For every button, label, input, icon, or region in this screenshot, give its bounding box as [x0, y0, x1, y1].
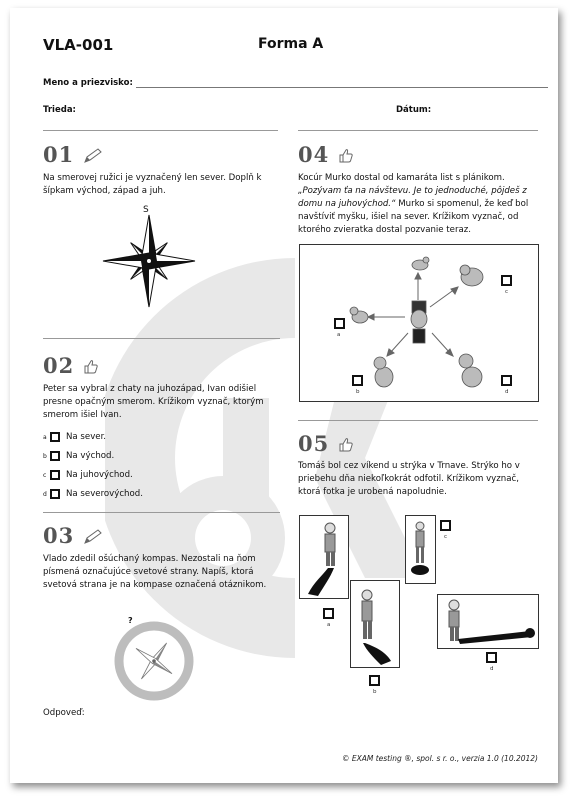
option-letter: c — [505, 289, 509, 295]
question-03-text: Vlado zdedil ošúchaný kompas. Nezostali na ňom písmená označujúce svetové strany. Napíš, ktorá svetová strana je na kompase označená otáznikom. — [43, 554, 267, 590]
question-04-line1: Kocúr Murko dostal od kamaráta list s plánikom. — [298, 173, 505, 183]
compass-rose-icon — [102, 213, 196, 309]
pencil-icon — [83, 529, 103, 549]
document-code: VLA-001 — [43, 36, 114, 54]
date-label: Dátum: — [396, 105, 432, 115]
question-03-heading — [43, 523, 103, 549]
question-02-options — [43, 430, 143, 501]
question-05-text: Tomáš bol cez víkend u strýka v Trnave. Strýko ho v priebehu dňa niekoľkokrát odfotil. Krížikom vyznač, ktorá fotka je urobená napoludnie. — [298, 461, 520, 497]
option-letter: d — [490, 666, 494, 672]
name-field[interactable] — [43, 78, 548, 88]
option-b[interactable] — [43, 449, 143, 463]
pencil-icon — [83, 148, 103, 168]
worn-compass-icon — [113, 620, 195, 702]
option-text: Na východ. — [66, 451, 115, 461]
question-04-quote: „Pozývam ťa na návštevu. Je to jednoduché, pôjdeš z domu na juhovýchod.“ — [298, 186, 527, 209]
photo-a — [299, 515, 349, 599]
answer-checkbox[interactable] — [50, 432, 60, 442]
thumbs-up-icon — [338, 437, 354, 457]
form-variant: Forma A — [258, 36, 324, 52]
answer-checkbox[interactable] — [501, 275, 512, 286]
divider — [298, 130, 538, 131]
answer-checkbox[interactable] — [50, 489, 60, 499]
option-text: Na sever. — [66, 432, 107, 442]
option-letter: b — [43, 452, 47, 460]
answer-checkbox[interactable] — [334, 318, 345, 329]
answer-checkbox[interactable] — [369, 675, 380, 686]
question-number: 01 — [43, 142, 75, 167]
photo-b — [350, 580, 400, 668]
photo-d — [437, 594, 539, 649]
divider — [43, 338, 280, 339]
option-text: Na juhovýchod. — [66, 470, 133, 480]
question-01-heading — [43, 142, 103, 168]
thumbs-up-icon — [83, 359, 99, 379]
answer-checkbox[interactable] — [323, 608, 334, 619]
answer-checkbox[interactable] — [501, 375, 512, 386]
option-letter: d — [43, 490, 47, 498]
option-letter: b — [356, 389, 360, 395]
question-number: 02 — [43, 353, 75, 378]
question-02-heading — [43, 353, 99, 379]
answer-label: Odpoveď: — [43, 708, 85, 718]
option-letter: a — [337, 332, 341, 338]
name-label: Meno a priezvisko: — [43, 78, 133, 88]
answer-checkbox[interactable] — [440, 520, 451, 531]
divider — [43, 130, 278, 131]
compass-north-label: S — [143, 205, 149, 215]
option-d[interactable] — [43, 487, 143, 501]
option-a[interactable] — [43, 430, 143, 444]
answer-checkbox[interactable] — [50, 470, 60, 480]
question-04-text — [298, 172, 540, 237]
divider — [43, 512, 280, 513]
map-illustration — [299, 244, 539, 402]
question-01-text: Na smerovej ružici je vyznačený len sever. Doplň k šípkam východ, západ a juh. — [43, 173, 262, 196]
question-number: 05 — [298, 431, 330, 456]
option-letter: c — [444, 534, 448, 540]
answer-checkbox[interactable] — [486, 652, 497, 663]
question-number: 03 — [43, 523, 75, 548]
name-underline — [136, 79, 548, 88]
question-mark-label: ? — [128, 616, 133, 625]
question-05-heading — [298, 431, 354, 457]
question-02-text: Peter sa vybral z chaty na juhozápad, Ivan odišiel presne opačným smerom. Krížikom vyznač, ktorým smerom išiel Ivan. — [43, 384, 264, 420]
option-letter: b — [373, 689, 377, 695]
option-letter: d — [505, 389, 509, 395]
question-04-rest: Murko si spomenul, že keď bol navštíviť myšku, išiel na sever. Krížikom vyznač, od ktorého zvieratka dostal pozvanie teraz. — [298, 199, 529, 235]
divider — [298, 420, 538, 421]
question-04-heading — [298, 142, 354, 168]
option-letter: c — [43, 471, 47, 479]
option-letter: a — [43, 433, 47, 441]
photo-c — [405, 515, 436, 584]
question-number: 04 — [298, 142, 330, 167]
footer-copyright: © EXAM testing ®, spol. s r. o., verzia 1.0 (10.2012) — [341, 754, 538, 763]
thumbs-up-icon — [338, 148, 354, 168]
answer-checkbox[interactable] — [352, 375, 363, 386]
class-label: Trieda: — [43, 105, 76, 115]
worksheet-page — [10, 8, 558, 783]
answer-checkbox[interactable] — [50, 451, 60, 461]
option-c[interactable] — [43, 468, 143, 482]
option-text: Na severovýchod. — [66, 489, 143, 499]
option-letter: a — [327, 622, 331, 628]
